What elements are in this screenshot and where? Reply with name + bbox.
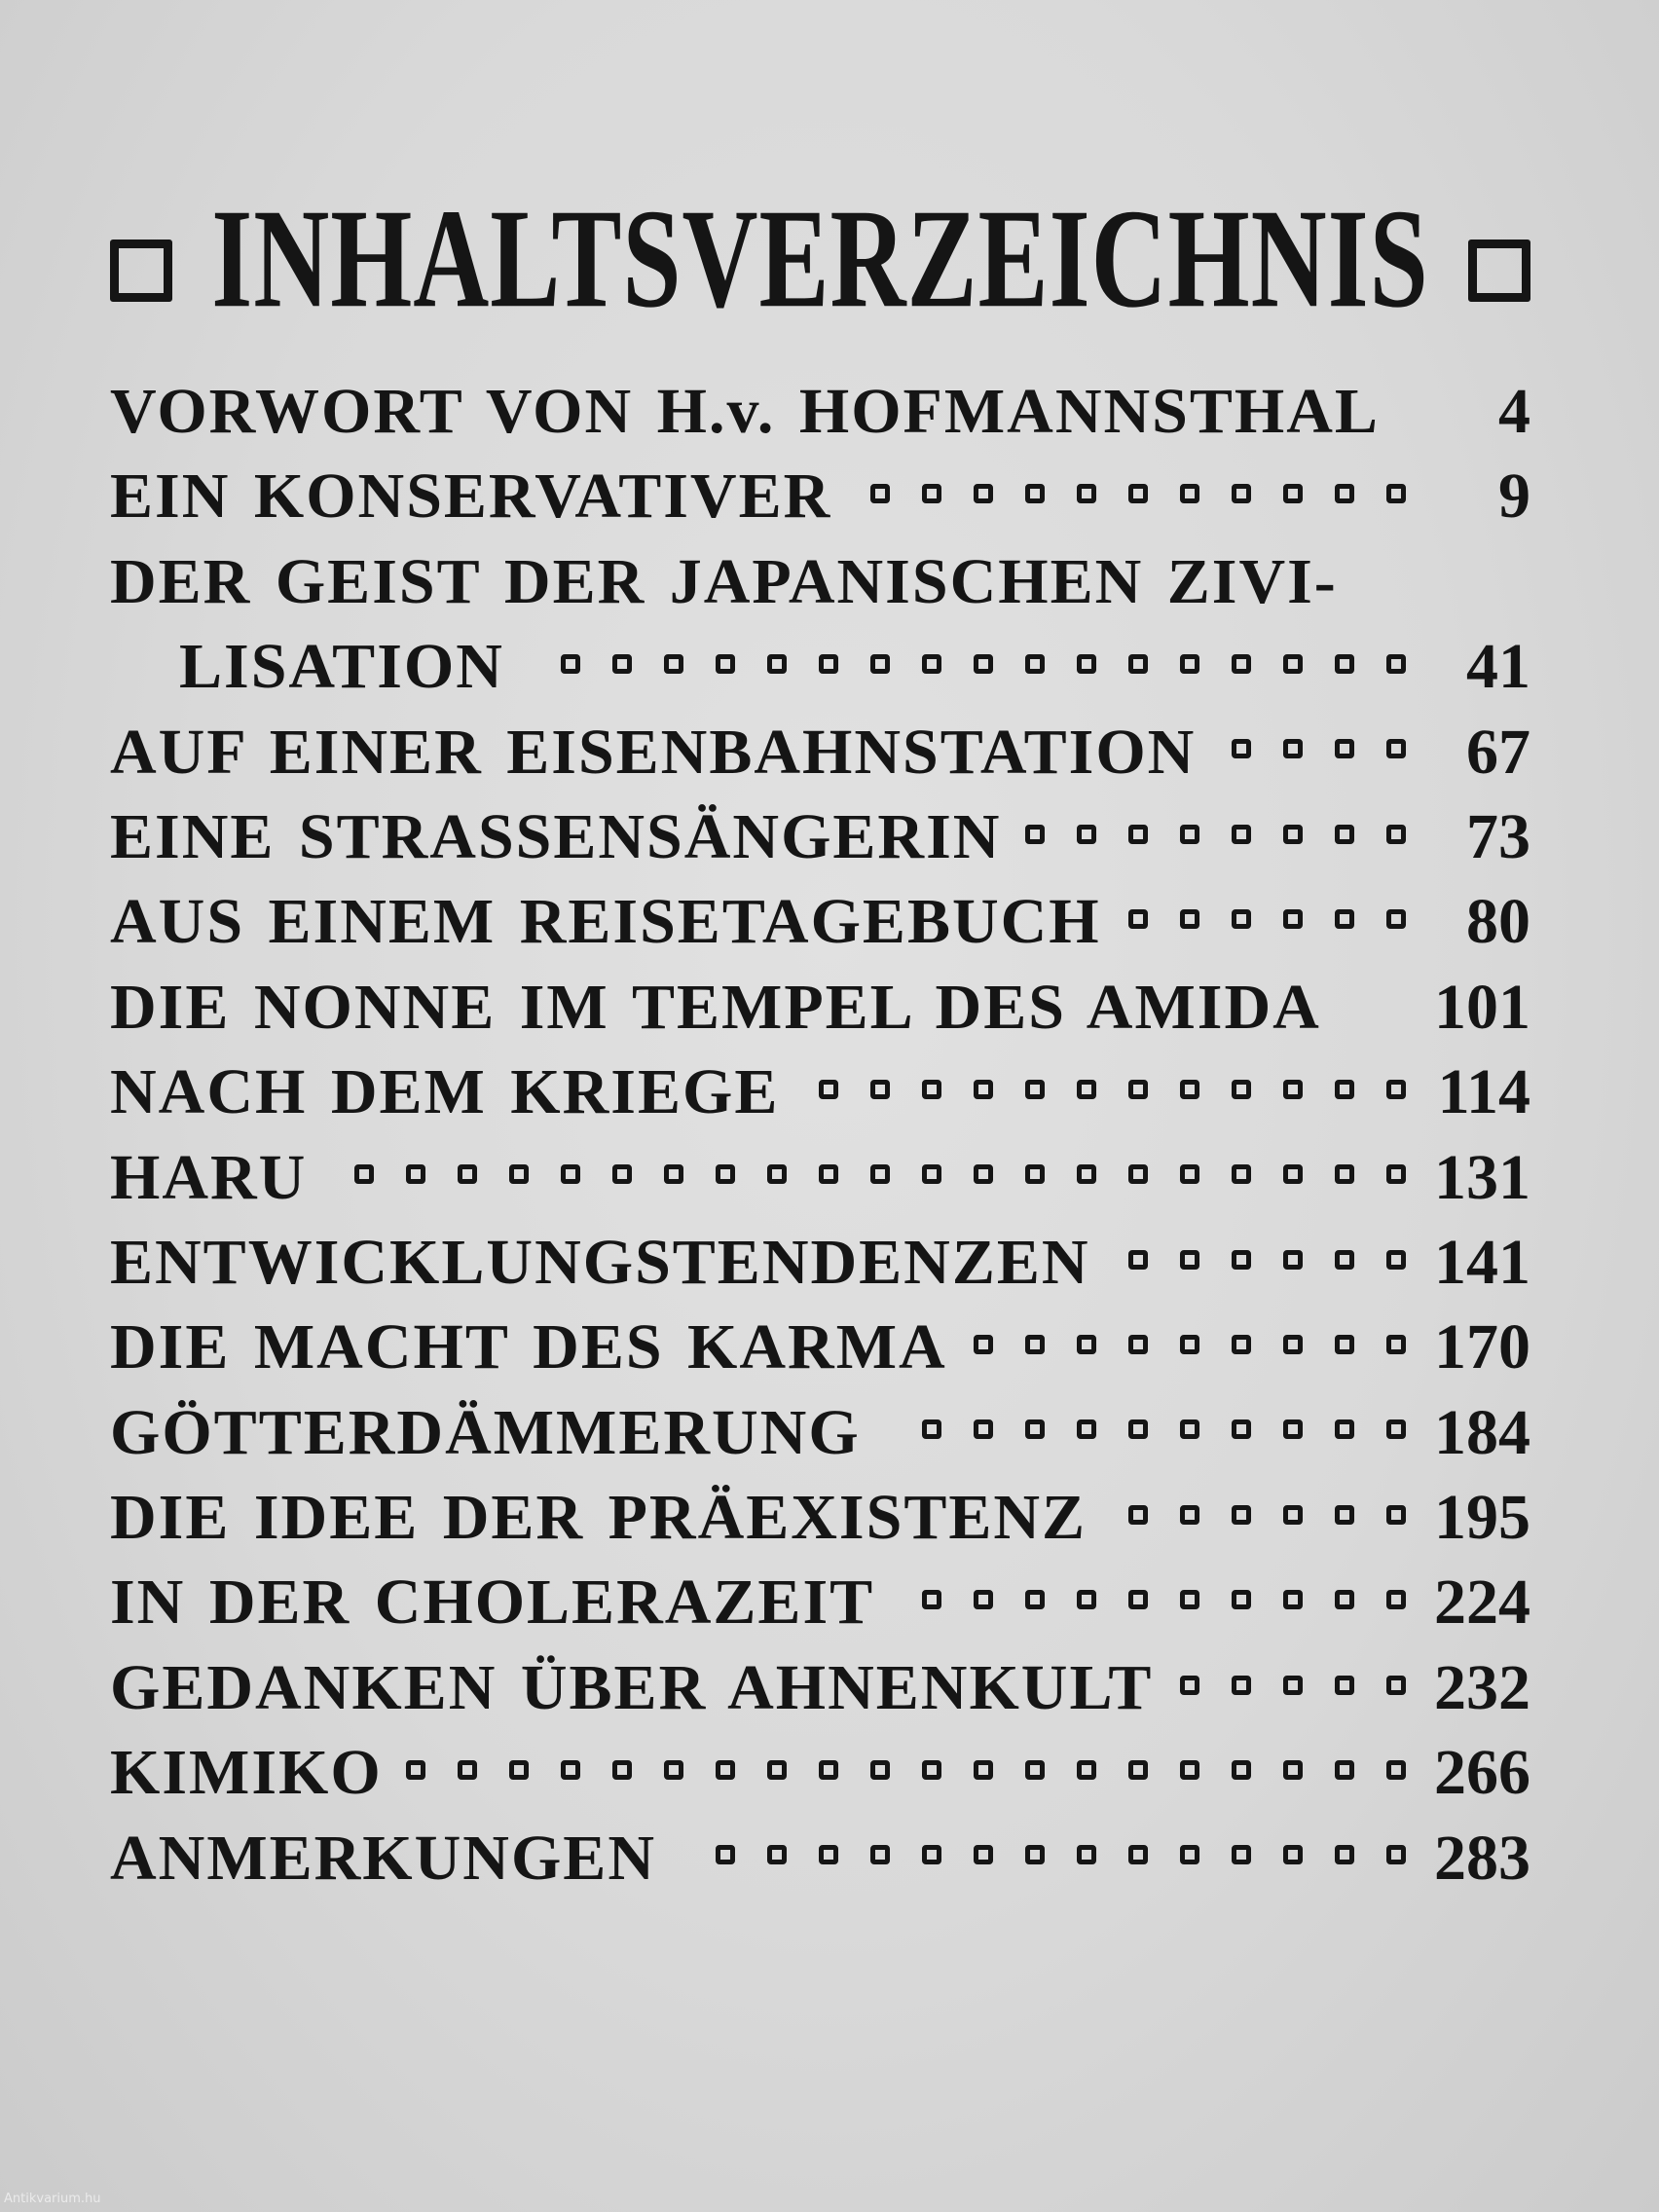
toc-entry-title: HARU bbox=[110, 1141, 308, 1213]
toc-page-number: 224 bbox=[1434, 1567, 1530, 1639]
leader-square-icon bbox=[1386, 825, 1406, 844]
leader-square-icon bbox=[1077, 654, 1096, 674]
leader-square-icon bbox=[1283, 1760, 1303, 1780]
leader-square-icon bbox=[1025, 1164, 1045, 1184]
toc-page-number: 184 bbox=[1434, 1396, 1530, 1468]
leader-square-icon bbox=[406, 1760, 425, 1780]
leader-square-icon bbox=[1335, 1676, 1354, 1695]
leader-square-icon bbox=[716, 1164, 735, 1184]
leader-square-icon bbox=[974, 1080, 993, 1099]
leader-square-icon bbox=[974, 1590, 993, 1609]
leader-square-icon bbox=[819, 1845, 838, 1864]
dot-leader bbox=[947, 1335, 1423, 1354]
leader-square-icon bbox=[1180, 1335, 1199, 1354]
toc-entry bbox=[110, 1135, 1530, 1220]
leader-square-icon bbox=[819, 654, 838, 674]
dot-leader bbox=[1196, 739, 1423, 758]
leader-square-icon bbox=[1232, 1590, 1251, 1609]
leader-square-icon bbox=[1386, 739, 1406, 758]
leader-square-icon bbox=[870, 484, 890, 503]
leader-square-icon bbox=[870, 1164, 890, 1184]
leader-square-icon bbox=[819, 1164, 838, 1184]
leader-square-icon bbox=[1128, 1250, 1148, 1270]
leader-square-icon bbox=[664, 654, 683, 674]
leader-square-icon bbox=[561, 1760, 580, 1780]
toc-entry bbox=[110, 539, 1530, 624]
dot-leader bbox=[383, 1760, 1423, 1780]
dot-leader bbox=[1153, 1676, 1423, 1695]
toc-page-number: 170 bbox=[1434, 1311, 1530, 1383]
leader-square-icon bbox=[1232, 654, 1251, 674]
toc-entry bbox=[110, 1730, 1530, 1815]
leader-square-icon bbox=[1077, 1590, 1096, 1609]
toc-entry-title: DIE IDEE DER PRÄEXISTENZ bbox=[110, 1482, 1088, 1554]
leader-square-icon bbox=[1180, 1676, 1199, 1695]
toc-page-number: 195 bbox=[1434, 1482, 1530, 1554]
toc-entry-title: EINE STRASSENSÄNGERIN bbox=[110, 800, 1002, 872]
leader-square-icon bbox=[406, 1164, 425, 1184]
leader-square-icon bbox=[1128, 1419, 1148, 1439]
leader-square-icon bbox=[1386, 1590, 1406, 1609]
leader-square-icon bbox=[974, 654, 993, 674]
right-hollow-square-icon bbox=[1468, 240, 1530, 302]
leader-square-icon bbox=[1232, 484, 1251, 503]
leader-square-icon bbox=[1232, 909, 1251, 929]
toc-entry-title: GEDANKEN ÜBER AHNENKULT bbox=[110, 1651, 1154, 1723]
toc-entry-title: AUS EINEM REISETAGEBUCH bbox=[110, 886, 1101, 958]
leader-square-icon bbox=[1335, 1505, 1354, 1525]
leader-square-icon bbox=[1025, 1335, 1045, 1354]
leader-square-icon bbox=[1077, 1335, 1096, 1354]
leader-square-icon bbox=[1180, 825, 1199, 844]
leader-square-icon bbox=[1025, 1590, 1045, 1609]
leader-square-icon bbox=[1025, 1419, 1045, 1439]
leader-square-icon bbox=[1283, 1335, 1303, 1354]
leader-square-icon bbox=[1025, 1845, 1045, 1864]
leader-square-icon bbox=[1128, 909, 1148, 929]
toc-page-number: 114 bbox=[1437, 1056, 1530, 1128]
leader-square-icon bbox=[1025, 484, 1045, 503]
leader-square-icon bbox=[716, 654, 735, 674]
leader-square-icon bbox=[922, 1080, 941, 1099]
leader-square-icon bbox=[1283, 1676, 1303, 1695]
leader-square-icon bbox=[1077, 1419, 1096, 1439]
leader-square-icon bbox=[974, 1164, 993, 1184]
leader-square-icon bbox=[1335, 1080, 1354, 1099]
leader-square-icon bbox=[1335, 825, 1354, 844]
leader-square-icon bbox=[1180, 654, 1199, 674]
leader-square-icon bbox=[1025, 1080, 1045, 1099]
leader-square-icon bbox=[1025, 654, 1045, 674]
toc-entry-title: GÖTTERDÄMMERUNG bbox=[110, 1396, 861, 1468]
leader-square-icon bbox=[664, 1164, 683, 1184]
leader-square-icon bbox=[1283, 654, 1303, 674]
leader-square-icon bbox=[1180, 909, 1199, 929]
leader-square-icon bbox=[922, 1590, 941, 1609]
toc-entry bbox=[110, 1050, 1530, 1134]
toc-entry bbox=[110, 1220, 1530, 1305]
leader-square-icon bbox=[1335, 1419, 1354, 1439]
leader-square-icon bbox=[458, 1760, 477, 1780]
leader-square-icon bbox=[922, 654, 941, 674]
toc-page-number: 101 bbox=[1434, 971, 1530, 1043]
leader-square-icon bbox=[1180, 1250, 1199, 1270]
leader-square-icon bbox=[922, 1164, 941, 1184]
leader-square-icon bbox=[1077, 1760, 1096, 1780]
leader-square-icon bbox=[1335, 1164, 1354, 1184]
leader-square-icon bbox=[1386, 1845, 1406, 1864]
leader-square-icon bbox=[1283, 1505, 1303, 1525]
leader-square-icon bbox=[1335, 484, 1354, 503]
watermark: Antikvarium.hu bbox=[4, 2192, 101, 2206]
leader-square-icon bbox=[509, 1164, 529, 1184]
toc-page-number: 131 bbox=[1434, 1141, 1530, 1213]
leader-square-icon bbox=[1180, 1505, 1199, 1525]
leader-square-icon bbox=[1232, 1419, 1251, 1439]
toc-entry bbox=[110, 1390, 1530, 1475]
toc-page-number: 232 bbox=[1434, 1651, 1530, 1723]
dot-leader bbox=[779, 1080, 1423, 1099]
leader-square-icon bbox=[1386, 1505, 1406, 1525]
leader-square-icon bbox=[1335, 909, 1354, 929]
page-title: INHALTSVERZEICHNIS bbox=[211, 181, 1429, 338]
leader-square-icon bbox=[1386, 654, 1406, 674]
toc-entry-title: LISATION bbox=[179, 631, 504, 703]
leader-square-icon bbox=[1232, 1760, 1251, 1780]
toc-entry-title: ANMERKUNGEN bbox=[110, 1822, 656, 1894]
toc-entry bbox=[110, 794, 1530, 879]
toc-page-number: 73 bbox=[1466, 800, 1530, 872]
toc-entry bbox=[110, 879, 1530, 964]
leader-square-icon bbox=[612, 654, 632, 674]
leader-square-icon bbox=[1283, 1419, 1303, 1439]
toc-page-number: 266 bbox=[1434, 1737, 1530, 1809]
leader-square-icon bbox=[1025, 1760, 1045, 1780]
leader-square-icon bbox=[612, 1760, 632, 1780]
leader-square-icon bbox=[1077, 1845, 1096, 1864]
leader-square-icon bbox=[1283, 825, 1303, 844]
leader-square-icon bbox=[1232, 1335, 1251, 1354]
toc-page-number: 9 bbox=[1498, 461, 1530, 533]
leader-square-icon bbox=[1283, 1250, 1303, 1270]
leader-square-icon bbox=[974, 1760, 993, 1780]
leader-square-icon bbox=[1386, 909, 1406, 929]
leader-square-icon bbox=[767, 1164, 787, 1184]
leader-square-icon bbox=[974, 484, 993, 503]
page-heading bbox=[110, 181, 1530, 338]
toc-entry bbox=[110, 1816, 1530, 1900]
dot-leader bbox=[1087, 1505, 1423, 1525]
leader-square-icon bbox=[1386, 1164, 1406, 1184]
toc-entry bbox=[110, 1475, 1530, 1560]
leader-square-icon bbox=[1232, 1250, 1251, 1270]
leader-square-icon bbox=[1386, 1080, 1406, 1099]
leader-square-icon bbox=[1180, 1164, 1199, 1184]
dot-leader bbox=[307, 1164, 1423, 1184]
leader-square-icon bbox=[922, 484, 941, 503]
toc-entry bbox=[110, 1560, 1530, 1644]
leader-square-icon bbox=[922, 1845, 941, 1864]
leader-square-icon bbox=[1180, 1080, 1199, 1099]
leader-square-icon bbox=[509, 1760, 529, 1780]
leader-square-icon bbox=[870, 1760, 890, 1780]
table-of-contents bbox=[110, 369, 1530, 1900]
leader-square-icon bbox=[1386, 1419, 1406, 1439]
leader-square-icon bbox=[1128, 1845, 1148, 1864]
leader-square-icon bbox=[1386, 1676, 1406, 1695]
toc-entry bbox=[110, 965, 1530, 1050]
left-hollow-square-icon bbox=[110, 240, 172, 302]
leader-square-icon bbox=[1283, 1845, 1303, 1864]
dot-leader bbox=[874, 1590, 1423, 1609]
leader-square-icon bbox=[716, 1760, 735, 1780]
leader-square-icon bbox=[1335, 654, 1354, 674]
leader-square-icon bbox=[1128, 825, 1148, 844]
leader-square-icon bbox=[1128, 1760, 1148, 1780]
leader-square-icon bbox=[1386, 1760, 1406, 1780]
leader-square-icon bbox=[716, 1845, 735, 1864]
leader-square-icon bbox=[974, 1335, 993, 1354]
leader-square-icon bbox=[1128, 1505, 1148, 1525]
toc-entry-title: DER GEIST DER JAPANISCHEN ZIVI- bbox=[110, 545, 1338, 617]
leader-square-icon bbox=[458, 1164, 477, 1184]
toc-page-number: 141 bbox=[1434, 1226, 1530, 1298]
leader-square-icon bbox=[1180, 484, 1199, 503]
leader-square-icon bbox=[819, 1080, 838, 1099]
toc-page-number: 41 bbox=[1466, 631, 1530, 703]
dot-leader bbox=[1101, 909, 1423, 929]
leader-square-icon bbox=[1232, 1676, 1251, 1695]
leader-square-icon bbox=[1283, 1164, 1303, 1184]
toc-entry bbox=[110, 710, 1530, 794]
leader-square-icon bbox=[1283, 909, 1303, 929]
leader-square-icon bbox=[561, 1164, 580, 1184]
toc-entry bbox=[110, 454, 1530, 538]
leader-square-icon bbox=[354, 1164, 374, 1184]
toc-entry-title: VORWORT VON H.v. HOFMANNSTHAL bbox=[110, 376, 1380, 447]
leader-square-icon bbox=[664, 1760, 683, 1780]
leader-square-icon bbox=[1128, 484, 1148, 503]
leader-square-icon bbox=[974, 1845, 993, 1864]
dot-leader bbox=[504, 654, 1423, 674]
leader-square-icon bbox=[1283, 484, 1303, 503]
leader-square-icon bbox=[1180, 1419, 1199, 1439]
leader-square-icon bbox=[1077, 484, 1096, 503]
leader-square-icon bbox=[1386, 1335, 1406, 1354]
leader-square-icon bbox=[1128, 1335, 1148, 1354]
toc-entry-title: ENTWICKLUNGSTENDENZEN bbox=[110, 1226, 1090, 1298]
toc-page-number: 80 bbox=[1466, 886, 1530, 958]
leader-square-icon bbox=[974, 1419, 993, 1439]
leader-square-icon bbox=[1025, 825, 1045, 844]
leader-square-icon bbox=[1283, 1590, 1303, 1609]
leader-square-icon bbox=[870, 654, 890, 674]
leader-square-icon bbox=[767, 1760, 787, 1780]
toc-entry bbox=[110, 1645, 1530, 1730]
dot-leader bbox=[1001, 825, 1423, 844]
toc-entry-title: KIMIKO bbox=[110, 1737, 383, 1809]
dot-leader bbox=[656, 1845, 1423, 1864]
leader-square-icon bbox=[561, 654, 580, 674]
leader-square-icon bbox=[767, 654, 787, 674]
leader-square-icon bbox=[1335, 739, 1354, 758]
dot-leader bbox=[861, 1419, 1423, 1439]
leader-square-icon bbox=[1077, 1080, 1096, 1099]
leader-square-icon bbox=[1335, 1845, 1354, 1864]
leader-square-icon bbox=[1232, 1164, 1251, 1184]
toc-entry-title: AUF EINER EISENBAHNSTATION bbox=[110, 716, 1197, 788]
leader-square-icon bbox=[1180, 1590, 1199, 1609]
toc-entry-title: IN DER CHOLERAZEIT bbox=[110, 1567, 875, 1639]
leader-square-icon bbox=[1232, 1845, 1251, 1864]
leader-square-icon bbox=[1335, 1760, 1354, 1780]
toc-page-number: 67 bbox=[1466, 716, 1530, 788]
leader-square-icon bbox=[767, 1845, 787, 1864]
leader-square-icon bbox=[1232, 1080, 1251, 1099]
leader-square-icon bbox=[1386, 484, 1406, 503]
leader-square-icon bbox=[922, 1419, 941, 1439]
toc-entry bbox=[110, 1305, 1530, 1389]
toc-entry-continuation bbox=[110, 624, 1530, 709]
toc-entry-title: NACH DEM KRIEGE bbox=[110, 1056, 780, 1128]
dot-leader bbox=[831, 484, 1423, 503]
toc-entry-title: DIE NONNE IM TEMPEL DES AMIDA bbox=[110, 971, 1321, 1043]
leader-square-icon bbox=[1128, 654, 1148, 674]
leader-square-icon bbox=[1077, 1164, 1096, 1184]
toc-page-number: 283 bbox=[1434, 1822, 1530, 1894]
leader-square-icon bbox=[922, 1760, 941, 1780]
leader-square-icon bbox=[1232, 739, 1251, 758]
leader-square-icon bbox=[1232, 1505, 1251, 1525]
toc-page-number: 4 bbox=[1498, 376, 1530, 447]
leader-square-icon bbox=[819, 1760, 838, 1780]
leader-square-icon bbox=[612, 1164, 632, 1184]
leader-square-icon bbox=[1077, 825, 1096, 844]
leader-square-icon bbox=[1335, 1335, 1354, 1354]
dot-leader bbox=[1090, 1250, 1423, 1270]
toc-entry bbox=[110, 369, 1530, 454]
leader-square-icon bbox=[1128, 1590, 1148, 1609]
leader-square-icon bbox=[1180, 1760, 1199, 1780]
leader-square-icon bbox=[1232, 825, 1251, 844]
leader-square-icon bbox=[1386, 1250, 1406, 1270]
toc-entry-title: DIE MACHT DES KARMA bbox=[110, 1311, 947, 1383]
leader-square-icon bbox=[1180, 1845, 1199, 1864]
leader-square-icon bbox=[1335, 1250, 1354, 1270]
leader-square-icon bbox=[870, 1845, 890, 1864]
leader-square-icon bbox=[1128, 1164, 1148, 1184]
toc-entry-title: EIN KONSERVATIVER bbox=[110, 461, 832, 533]
leader-square-icon bbox=[1283, 739, 1303, 758]
leader-square-icon bbox=[1283, 1080, 1303, 1099]
leader-square-icon bbox=[1128, 1080, 1148, 1099]
leader-square-icon bbox=[870, 1080, 890, 1099]
leader-square-icon bbox=[1335, 1590, 1354, 1609]
